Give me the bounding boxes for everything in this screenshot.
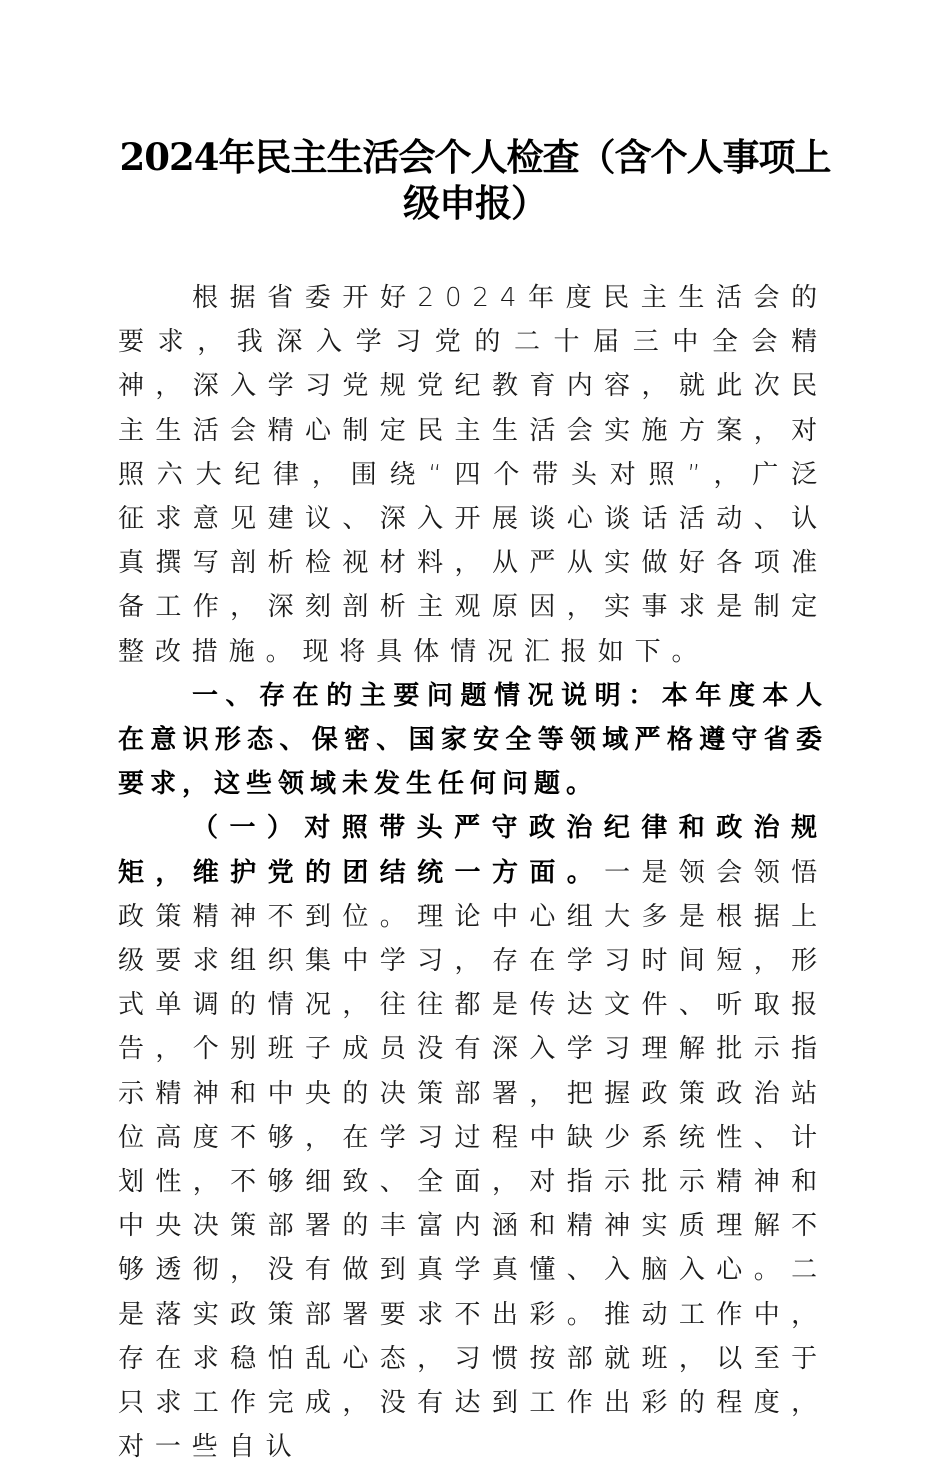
subsection-heading-1: （一）对照带头严守政治纪律和政治规矩，维护党的团结统一方面。 <box>118 813 828 888</box>
document-title <box>110 134 840 226</box>
subsection-body-1: 一是领会领悟政策精神不到位。理论中心组大多是根据上级要求组织集中学习，存在学习时间短，形式单调的情况，往往都是传达文件、听取报告，个别班子成员没有深入学习理解批示指示精神和中央的决策部署，把握政策政治站位高度不够，在学习过程中缺少系统性、计划性，不够细致、全面，对指示批示精神和中央决策部署的丰富内涵和精神实质理解不够透彻，没有做到真学真懂、入脑入心。二是落实政策部署要求不出彩。推动工作中，存在求稳怕乱心态，习惯按部就班，以至于只求工作完成，没有达到工作出彩的程度，对一些自认 <box>118 857 828 1463</box>
subsection-paragraph-1 <box>118 806 828 1469</box>
intro-paragraph: 根据省委开好2024年度民主生活会的要求，我深入学习党的二十届三中全会精神，深入学习党规党纪教育内容，就此次民主生活会精心制定民主生活会实施方案，对照六大纪律，围绕“四个带头对照”，广泛征求意见建议、深入开展谈心谈话活动、认真撰写剖析检视材料，从严从实做好各项准备工作，深刻剖析主观原因，实事求是制定整改措施。现将具体情况汇报如下。 <box>118 283 828 667</box>
section-heading-1: 一、存在的主要问题情况说明：本年度本人在意识形态、保密、国家安全等领域严格遵守省委要求，这些领域未发生任何问题。 <box>118 680 828 800</box>
document-body <box>118 276 828 1469</box>
title-line-1: 2024年民主生活会个人检查（含个人事项上 <box>119 135 831 179</box>
title-line-2: 级申报） <box>403 181 547 225</box>
